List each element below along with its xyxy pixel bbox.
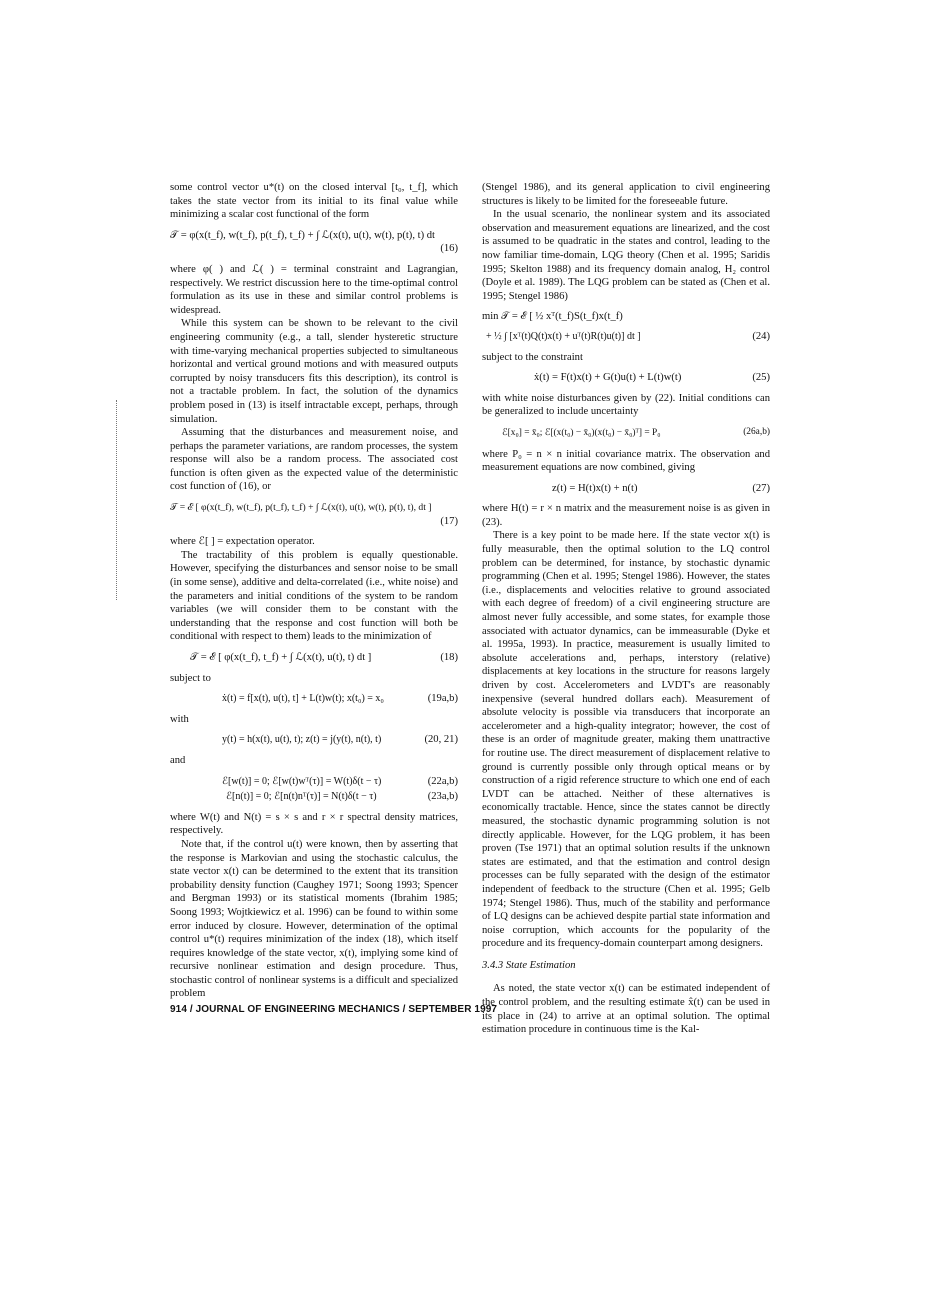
page-footer: 914 / JOURNAL OF ENGINEERING MECHANICS / SEPTEMBER 1997 (170, 1004, 498, 1015)
connective-text: subject to the constraint (482, 351, 583, 363)
equation-number: (27) (752, 482, 770, 494)
paragraph: Assuming that the disturbances and measurement noise, and perhaps the parameter variations, are random processes, the system response will also be a random process. The associated cost function is often given as the expected value of the deterministic cost function of (16), or (170, 427, 458, 493)
section-heading: 3.4.3 State Estimation (482, 959, 576, 971)
equation-23 (170, 790, 458, 804)
paragraph: The tractability of this problem is equally questionable. However, specifying the disturbances and sensor noise to be small (in some sense), additive and delta-correlated (i.e., white noise) and the parameters and initial conditions of the system to be random variables (we will consider them to be constant with the understanding that the response and cost function will both be conditional with respect to them) leads to the minimization of (170, 549, 458, 643)
equation-number: (25) (752, 372, 770, 384)
equation-17 (170, 501, 458, 528)
equation-number: (26a,b) (743, 426, 770, 437)
equation-text: 𝒯 = φ(x(t_f), w(t_f), p(t_f), t_f) + ∫ ℒ(x(t), u(t), w(t), p(t), t) dt (170, 229, 435, 241)
paragraph: While this system can be shown to be relevant to the civil engineering community (e.g., a tall, slender hysteretic structure with time-varying mechanical properties subjected to simultaneous horizontal and vertical ground motions and with measured outputs corrupted by noisy transducers fits this description), its control is not a tractable problem. In fact, the solution of the dynamics problem posed in (13) is itself intractable except, perhaps, through simulation. (170, 318, 458, 425)
equation-20-21 (170, 733, 458, 747)
paragraph: As noted, the state vector x(t) can be estimated independent of the control problem, and the resulting estimate x̂(t) can be used in its place in (24) to arrive at an optimal solution. The optimal estimation procedure in continuous time is the Kal- (482, 983, 770, 1036)
equation-text: ℰ[x₀] = x̄₀; ℰ[(x(t₀) − x̄₀)(x(t₀) − x̄₀)ᵀ] = P₀ (502, 427, 661, 438)
equation-text: ℰ[n(t)] = 0; ℰ[n(t)nᵀ(τ)] = N(t)δ(t − τ) (226, 791, 377, 803)
equation-19 (170, 692, 458, 706)
paragraph: where W(t) and N(t) = s × s and r × r spectral density matrices, respectively. (170, 811, 458, 837)
paragraph: where ℰ[ ] = expectation operator. (170, 536, 315, 548)
equation-text: y(t) = h(x(t), u(t), t); z(t) = j(y(t), n(t), t) (222, 734, 382, 746)
equation-number: (23a,b) (427, 791, 458, 803)
equation-18 (170, 651, 458, 665)
equation-text: ℰ[w(t)] = 0; ℰ[w(t)wᵀ(τ)] = W(t)δ(t − τ) (222, 775, 382, 787)
connective-text: and (170, 754, 186, 766)
equation-text: 𝒯 = ℰ [ φ(x(t_f), t_f) + ∫ ℒ(x(t), u(t), t) dt ] (190, 652, 372, 663)
paragraph: Note that, if the control u(t) were known, then by asserting that the response is Markovian and using the stochastic calculus, the state vector x(t) can be determined to the extent that its transition probability density function (Caughey 1971; Soong 1993; Spencer and Bergman 1993) or its statistical moments (Ibrahim 1985; Soong 1993; Wojtkiewicz et al. 1996) can be found to within some error induced by closure. However, determination of the optimal control u*(t) requires minimization of the index (18), which itself requires knowledge of the state vector, x(t), implying some kind of recursive nonlinear estimation and design procedure. Thus, stochastic control of nonlinear systems is a difficult and specialized problem (170, 838, 458, 1000)
equation-22 (170, 775, 458, 789)
equation-number: (16) (440, 243, 458, 255)
equation-text: ẋ(t) = f[x(t), u(t), t] + L(t)w(t); x(t₀) = x₀ (222, 693, 384, 705)
paragraph: where P₀ = n × n initial covariance matrix. The observation and measurement equations are now combined, giving (482, 448, 770, 474)
connective-text: with (170, 713, 189, 725)
paragraph: In the usual scenario, the nonlinear system and its associated observation and measurement equations are linearized, and the cost is assumed to be quadratic in the states and control, leading to the now familiar time-domain, LQG theory (Chen et al. 1995; Saridis 1995; Skelton 1988) and its frequency domain analog, H₂ control (Doyle et al. 1989). The LQG problem can be stated as (Chen et al. 1995; Stengel 1986) (482, 209, 770, 302)
equation-text: + ½ ∫ [xᵀ(t)Q(t)x(t) + uᵀ(t)R(t)u(t)] dt ] (486, 330, 641, 342)
scan-margin-marks (116, 400, 118, 600)
equation-text: ẋ(t) = F(t)x(t) + G(t)u(t) + L(t)w(t) (534, 372, 682, 384)
paragraph: some control vector u*(t) on the closed interval [t₀, t_f], which takes the state vector from its initial to its final value while minimizing a scalar cost functional of the form (170, 182, 458, 221)
equation-number: (24) (752, 330, 770, 342)
equation-number: (22a,b) (427, 775, 458, 787)
equation-25 (482, 371, 770, 385)
right-column (482, 181, 770, 1037)
equation-27 (482, 482, 770, 496)
paragraph: There is a key point to be made here. If the state vector x(t) is fully measurable, then the optimal solution to the LQ control problem can be determined, for instance, by stochastic dynamic programming (Chen et al. 1995; Stengel 1986). However, the states (i.e., displacements and velocities relative to ground associated with each degree of freedom) of a civil engineering structure are almost never fully accessible, and some states, for example those associated with actuator dynamics, can be immeasurable (Dyke et al. 1995a, 1993). In practice, measurement is usually limited to absolute accelerations and, perhaps, interstory (relative) displacements at key locations in the structure for reasons largely driven by cost. Accelerometers and LVDT's are reasonably inexpensive (several hundred dollars each). Measurement of absolute velocity is possible via transducers that incorporate an accelerometer and a high-quality integrator; however, the cost of these is an order of magnitude greater, making them unattractive for routine use. The direct measurement of displacement relative to ground is currently possible only through optical means or by construction of a rigid reference structure to which one end of each LVDT can be attached. Neither of these alternatives is economically tractable. Hence, since the states cannot be directly measured, the stochastic dynamic programming solution is not directly applicable. However, for the LQG problem, it has been proven (Tse 1971) that an optimal solution results if the unknown states are estimated, and that the estimation and control design processes can be fully separated with the design of the estimator independent of feedback to the structure (Chen et al. 1995; Gelb 1974; Stengel 1986). Thus, much of the stability and performance of LQ designs can be achieved despite partial state information and noise corruption, which accounts for the popularity of the procedure and its frequency-domain counterpart among designers. (482, 530, 770, 950)
paragraph: with white noise disturbances given by (22). Initial conditions can be generalized to include uncertainty (482, 392, 770, 418)
connective-text: subject to (170, 672, 211, 684)
equation-text: 𝒯 = ℰ [ φ(x(t_f), w(t_f), p(t_f), t_f) + ∫ ℒ(x(t), u(t), w(t), p(t), t), dt ] (170, 502, 432, 514)
left-column (170, 181, 458, 1001)
equation-number: (20, 21) (424, 734, 458, 746)
paragraph: (Stengel 1986), and its general application to civil engineering structures is likely to be limited for the foreseeable future. (482, 182, 770, 207)
equation-24 (482, 310, 770, 343)
equation-number: (19a,b) (427, 693, 458, 705)
equation-26 (482, 426, 770, 441)
paragraph: where φ( ) and ℒ( ) = terminal constraint and Lagrangian, respectively. We restrict discussion here to the time-optimal control formulation as its use in these and similar control problems is widespread. (170, 263, 458, 316)
equation-number: (18) (440, 652, 458, 663)
equation-text: z(t) = H(t)x(t) + n(t) (552, 482, 638, 494)
equation-number: (17) (440, 515, 458, 527)
equation-text: min 𝒯 = ℰ [ ½ xᵀ(t_f)S(t_f)x(t_f) (482, 311, 623, 323)
equation-16 (170, 229, 458, 256)
paragraph: where H(t) = r × n matrix and the measurement noise is as given in (23). (482, 503, 770, 528)
